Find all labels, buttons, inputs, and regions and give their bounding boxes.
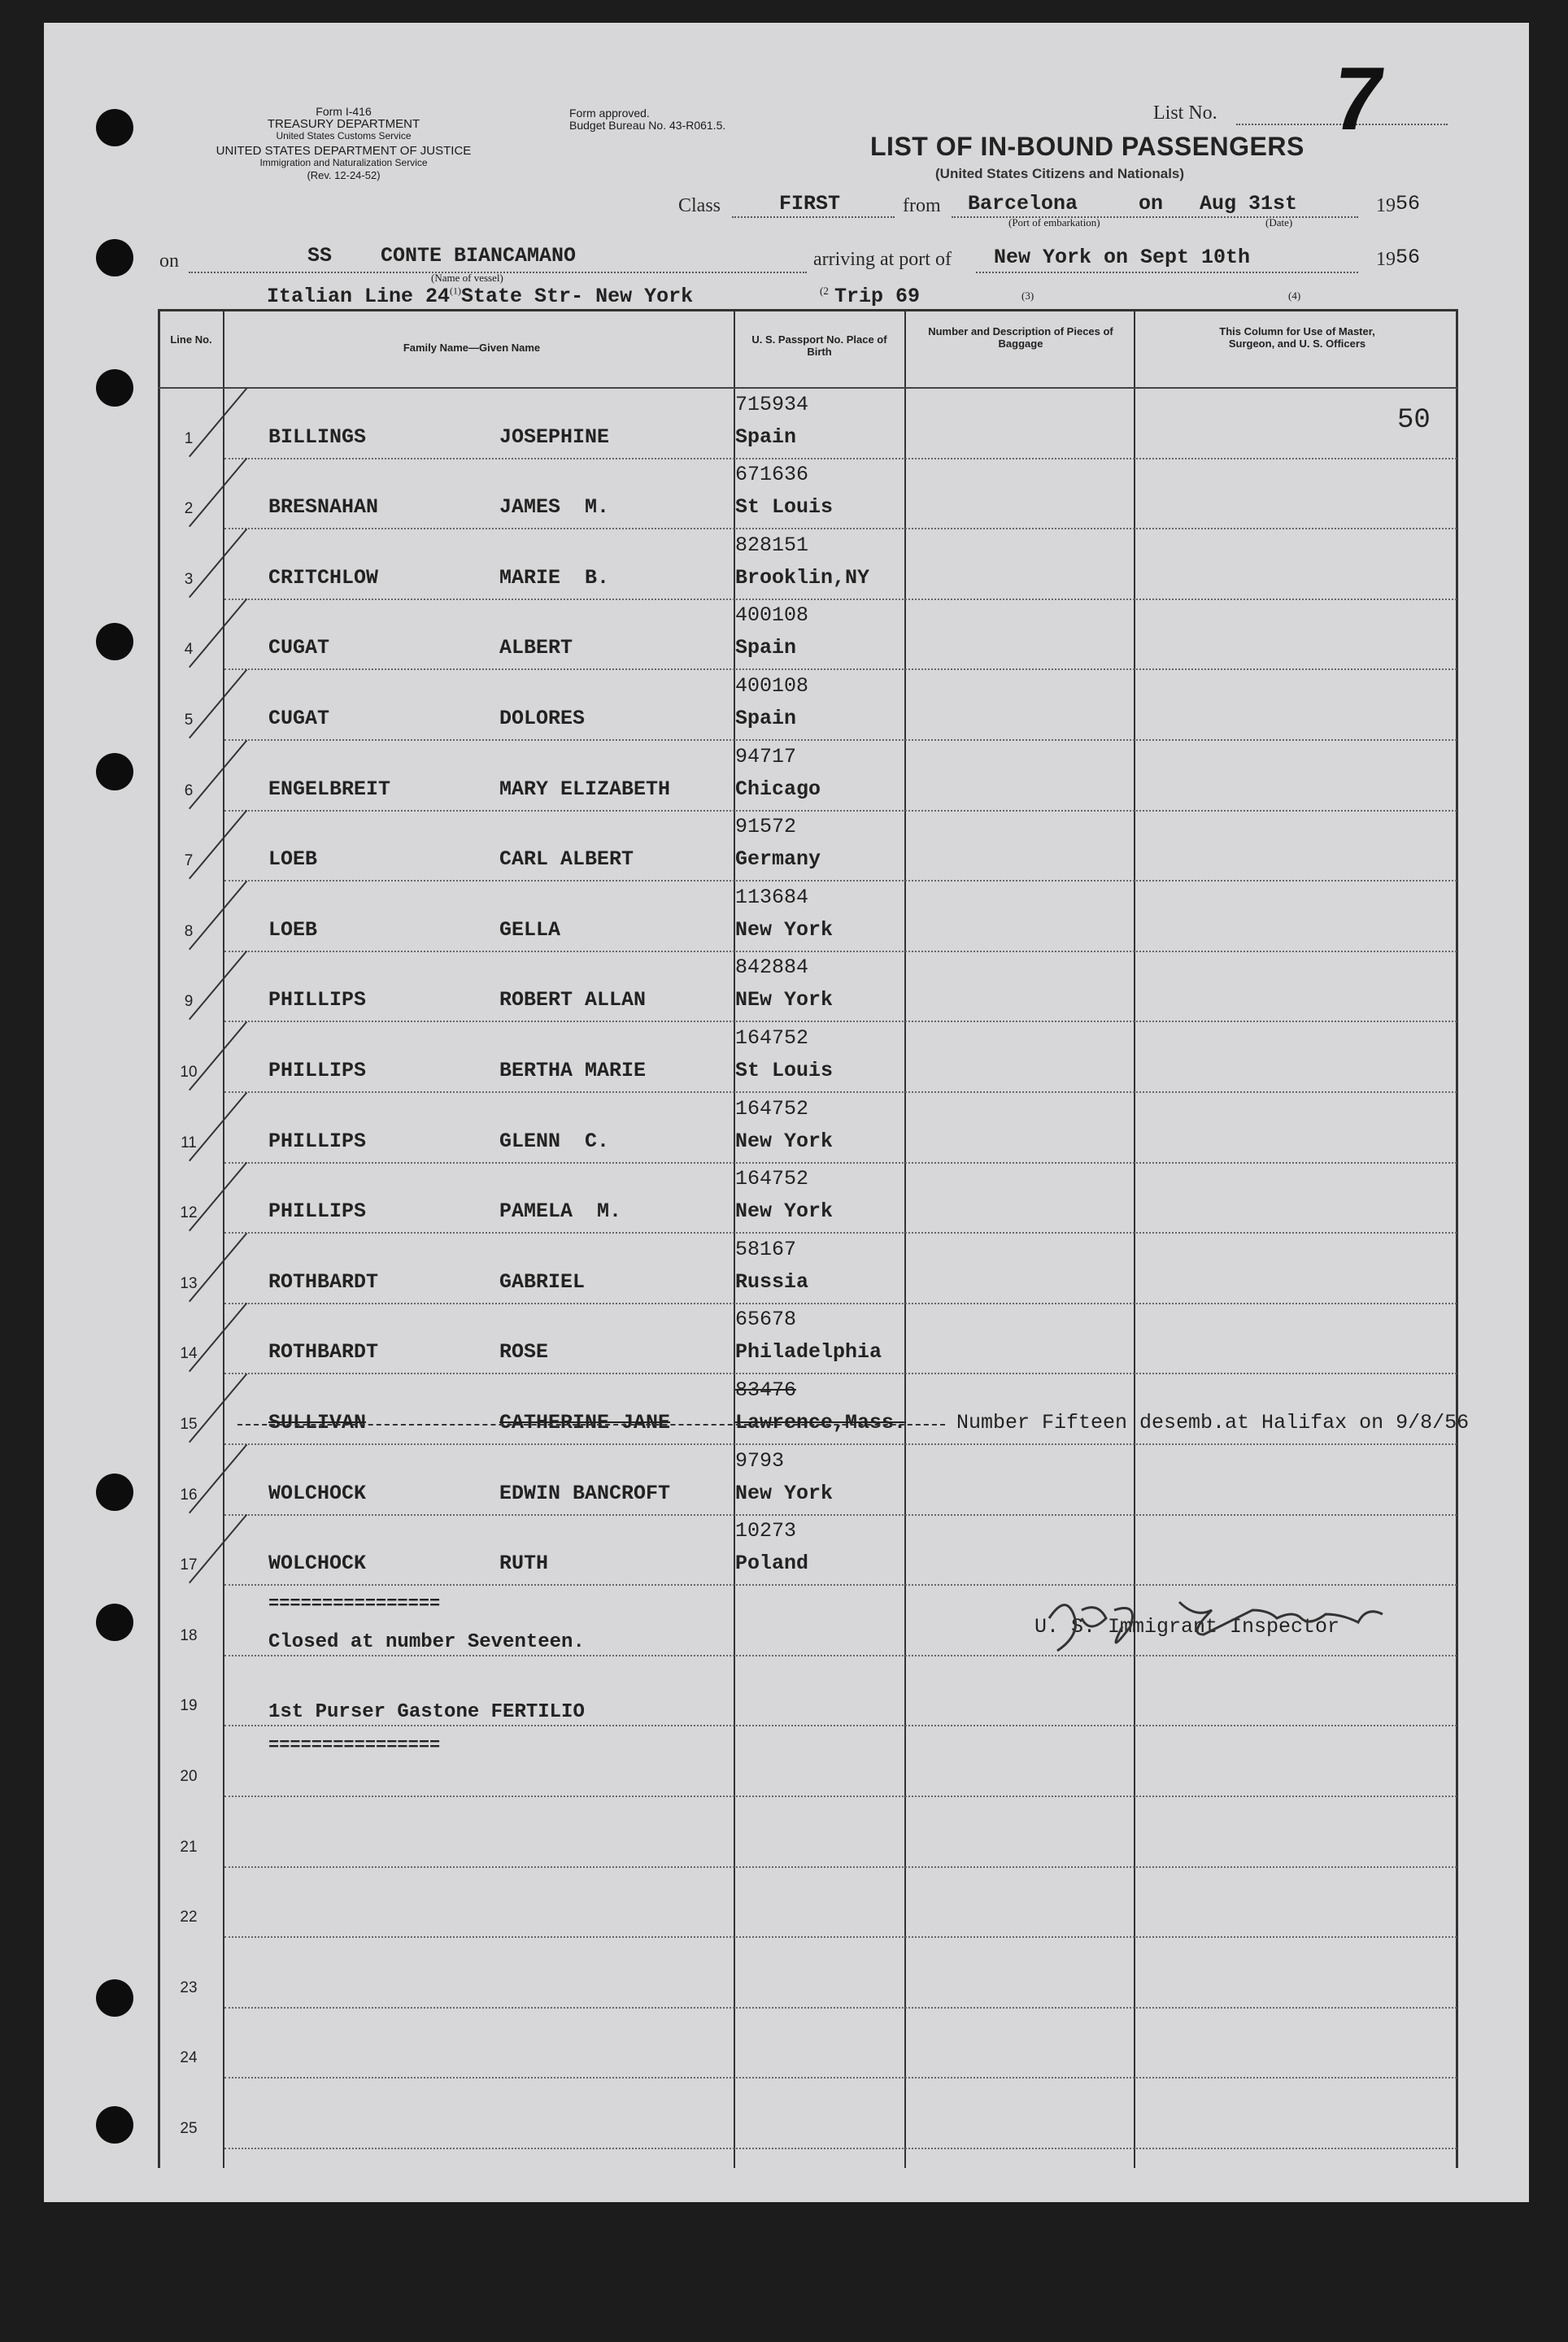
year2-value: 56 (1396, 246, 1421, 269)
place-of-birth: Spain (735, 636, 797, 660)
table-top-border (158, 309, 1457, 311)
passport-number: 91572 (735, 815, 797, 839)
row-line (224, 1866, 1457, 1868)
given-name: CARL ALBERT (499, 847, 634, 872)
class-label: Class (678, 195, 721, 216)
line-number: 2 (184, 500, 194, 518)
form-approved-block (569, 107, 725, 132)
line-number: 12 (180, 1204, 198, 1222)
col-divider-line (223, 309, 224, 2168)
line-number: 6 (184, 781, 194, 799)
place-of-birth: Russia (735, 1269, 809, 1294)
sup-2: (2 (820, 285, 829, 297)
sup-1: (1) (450, 285, 462, 297)
line-number: 14 (180, 1345, 198, 1363)
row-line (224, 2148, 1457, 2149)
ins-service: Immigration and Naturalization Service (259, 157, 428, 168)
form-header-block (159, 106, 529, 181)
revision: (Rev. 12-24-52) (307, 169, 381, 181)
from-label: from (903, 195, 941, 216)
family-name: CUGAT (268, 636, 330, 660)
line-number: 16 (180, 1486, 198, 1504)
strike-line (237, 1424, 945, 1426)
family-name: ROTHBARDT (268, 1269, 379, 1294)
row-line (224, 668, 1457, 670)
col-header-passport: U. S. Passport No. Place of Birth (751, 333, 887, 358)
port-caption: (Port of embarkation) (1008, 216, 1100, 229)
col-divider-baggage (1134, 309, 1135, 2168)
place-of-birth: Chicago (735, 777, 821, 801)
given-name: GELLA (499, 917, 561, 942)
row-line (224, 951, 1457, 952)
row-line (224, 1936, 1457, 1938)
family-name: ENGELBREIT (268, 777, 391, 801)
col-header-line-no: Line No. (170, 333, 212, 346)
row-line (224, 1443, 1457, 1445)
passport-number: 58167 (735, 1237, 797, 1261)
passport-number: 400108 (735, 674, 809, 698)
given-name: ROBERT ALLAN (499, 988, 647, 1012)
punch-hole (96, 753, 133, 790)
punch-hole (96, 2106, 133, 2144)
line-number: 7 (184, 852, 194, 870)
punch-hole (96, 1604, 133, 1641)
given-name: PAMELA M. (499, 1199, 622, 1224)
given-name: ALBERT (499, 636, 573, 660)
given-name: CATHERINE JANE (499, 1411, 671, 1434)
row-line (224, 528, 1457, 529)
closed-at: Closed at number Seventeen. (268, 1631, 585, 1653)
passport-number: 94717 (735, 744, 797, 768)
given-name: GABRIEL (499, 1269, 586, 1294)
given-name: ROSE (499, 1340, 549, 1365)
row-line (224, 1021, 1457, 1022)
passport-number: 164752 (735, 1096, 809, 1121)
row-line (224, 1373, 1457, 1374)
sup-3: (3) (1021, 289, 1034, 302)
row-line (224, 599, 1457, 600)
from-value: Barcelona (968, 192, 1078, 215)
row-line (224, 880, 1457, 882)
line-number: 3 (184, 570, 194, 588)
given-name: MARY ELIZABETH (499, 777, 671, 801)
family-name: PHILLIPS (268, 1129, 367, 1153)
treasury-dept: TREASURY DEPARTMENT (267, 117, 420, 131)
inspector-signature (1033, 1586, 1456, 1659)
passport-number: 400108 (735, 603, 809, 628)
place-of-birth: Poland (735, 1552, 809, 1576)
family-name: CUGAT (268, 707, 330, 730)
family-name: WOLCHOCK (268, 1552, 367, 1576)
row-line (224, 458, 1457, 459)
place-of-birth: New York (735, 1199, 834, 1224)
class-value: FIRST (779, 192, 841, 215)
line-number: 18 (180, 1626, 198, 1644)
passport-number: 828151 (735, 533, 809, 557)
line-number: 15 (180, 1416, 198, 1433)
family-name: PHILLIPS (268, 1199, 367, 1224)
col-header-name: Family Name—Given Name (403, 342, 541, 354)
line-number: 20 (180, 1768, 198, 1785)
row-line (224, 1514, 1457, 1516)
place-of-birth: New York (735, 917, 834, 942)
line-number: 10 (180, 1064, 198, 1081)
row-line (224, 2077, 1457, 2079)
line-number: 22 (180, 1909, 198, 1926)
place-of-birth: Brooklin,NY (735, 565, 870, 590)
shipping-line-name: Italian Line 24 (267, 285, 451, 308)
line-number: 9 (184, 993, 194, 1011)
place-of-birth: Lawrence,Mass. (735, 1411, 907, 1434)
form-subtitle: (United States Citizens and Nationals) (935, 166, 1185, 181)
family-name: WOLCHOCK (268, 1481, 367, 1505)
row-line (224, 1232, 1457, 1234)
place-of-birth: Spain (735, 424, 797, 449)
place-of-birth: Spain (735, 707, 797, 730)
officer-note: 50 (1397, 405, 1431, 436)
given-name: MARIE B. (499, 565, 610, 590)
given-name: JAMES M. (499, 495, 610, 520)
vessel-on-label: on (159, 250, 179, 272)
trip-number: Trip 69 (834, 285, 921, 308)
shipping-line (267, 285, 693, 308)
family-name: ROTHBARDT (268, 1340, 379, 1365)
sup-4: (4) (1288, 289, 1301, 302)
punch-hole (96, 623, 133, 660)
list-no-label: List No. (1153, 102, 1217, 124)
inspector-title: U. S. Immigrant Inspector (1034, 1615, 1340, 1639)
col-divider-passport (904, 309, 906, 2168)
family-name: CRITCHLOW (268, 565, 379, 590)
justice-dept: UNITED STATES DEPARTMENT OF JUSTICE (216, 144, 472, 158)
line-number: 13 (180, 1274, 198, 1292)
row-line (224, 810, 1457, 812)
on-label: on (1139, 192, 1164, 215)
family-name: BILLINGS (268, 424, 367, 449)
family-name: LOEB (268, 847, 318, 872)
passport-number: 65678 (735, 1308, 797, 1332)
line-number: 17 (180, 1556, 198, 1574)
line-number: 1 (184, 429, 194, 447)
family-name: PHILLIPS (268, 988, 367, 1012)
given-name: EDWIN BANCROFT (499, 1481, 671, 1505)
place-of-birth: St Louis (735, 495, 834, 520)
place-of-birth: St Louis (735, 1059, 834, 1082)
separator-1: ================ (268, 1594, 441, 1614)
passport-number: 715934 (735, 392, 809, 416)
vessel-caption: (Name of vessel) (431, 272, 503, 284)
year2-prefix: 19 (1376, 249, 1396, 270)
line-number: 11 (181, 1134, 197, 1151)
customs-service: United States Customs Service (276, 130, 412, 141)
purser: 1st Purser Gastone FERTILIO (268, 1701, 585, 1723)
budget-bureau: Budget Bureau No. 43-R061.5. (569, 119, 726, 132)
family-name: LOEB (268, 917, 318, 942)
place-of-birth: NEw York (735, 988, 834, 1012)
punch-hole (96, 109, 133, 146)
row-line (224, 1091, 1457, 1093)
punch-hole (96, 1979, 133, 2017)
punch-hole (96, 1474, 133, 1511)
place-of-birth: New York (735, 1481, 834, 1505)
form-title: LIST OF IN-BOUND PASSENGERS (870, 132, 1304, 161)
family-name: PHILLIPS (268, 1059, 367, 1082)
col-header-baggage: Number and Description of Pieces of Baggage (928, 325, 1113, 350)
family-name: SULLIVAN (268, 1411, 367, 1434)
given-name: BERTHA MARIE (499, 1059, 647, 1082)
passport-number: 164752 (735, 1167, 809, 1191)
row-line (224, 2007, 1457, 2009)
given-name: GLENN C. (499, 1129, 610, 1153)
place-of-birth: Germany (735, 847, 821, 872)
passport-number: 113684 (735, 885, 809, 909)
table-left-border (158, 309, 160, 2168)
table-right-border (1456, 309, 1458, 2168)
year-prefix: 19 (1376, 195, 1396, 216)
given-name: DOLORES (499, 707, 586, 730)
form-number: Form I-416 (316, 105, 372, 118)
line-number: 23 (180, 1979, 198, 1996)
punch-hole (96, 239, 133, 276)
row-line (224, 1725, 1457, 1726)
header-bottom-border (158, 387, 1457, 389)
row-note: Number Fifteen desemb.at Halifax on 9/8/56 (956, 1411, 1470, 1434)
passport-number: 842884 (735, 956, 809, 980)
line-number: 4 (184, 641, 194, 659)
vessel-name: SS CONTE BIANCAMANO (307, 244, 577, 268)
separator-2: ================ (268, 1735, 441, 1756)
passport-number: 10273 (735, 1519, 797, 1543)
arriving-label: arriving at port of (813, 249, 952, 270)
line-number: 5 (184, 712, 194, 729)
punch-hole (96, 369, 133, 407)
line-number: 21 (180, 1838, 198, 1856)
line-number: 19 (180, 1697, 198, 1715)
passport-number: 164752 (735, 1026, 809, 1050)
row-line (224, 1303, 1457, 1304)
arrival-line (976, 272, 1358, 273)
given-name: RUTH (499, 1552, 549, 1576)
line-number: 25 (180, 2120, 198, 2137)
place-of-birth: New York (735, 1129, 834, 1153)
departure-date: Aug 31st (1200, 192, 1298, 215)
form-approved: Form approved. (569, 107, 650, 120)
line-number: 24 (180, 2049, 198, 2067)
list-number-handwritten: 7 (1326, 49, 1391, 149)
passport-number: 9793 (735, 1448, 785, 1473)
row-line (224, 739, 1457, 741)
shipping-line-address: State Str- New York (461, 285, 694, 308)
passport-number: 671636 (735, 463, 809, 487)
class-line (732, 216, 895, 218)
col-header-officers: This Column for Use of Master, Surgeon, and U. S. Officers (1219, 325, 1375, 350)
year-value: 56 (1396, 192, 1421, 215)
row-line (224, 1655, 1457, 1656)
arrival-value: New York on Sept 10th (994, 246, 1251, 269)
given-name: JOSEPHINE (499, 424, 610, 449)
passport-number: 83476 (735, 1378, 797, 1402)
row-line (224, 1162, 1457, 1164)
row-line (224, 1796, 1457, 1797)
family-name: BRESNAHAN (268, 495, 379, 520)
place-of-birth: Philadelphia (735, 1340, 882, 1365)
date-caption: (Date) (1265, 216, 1293, 229)
line-number: 8 (184, 922, 194, 940)
